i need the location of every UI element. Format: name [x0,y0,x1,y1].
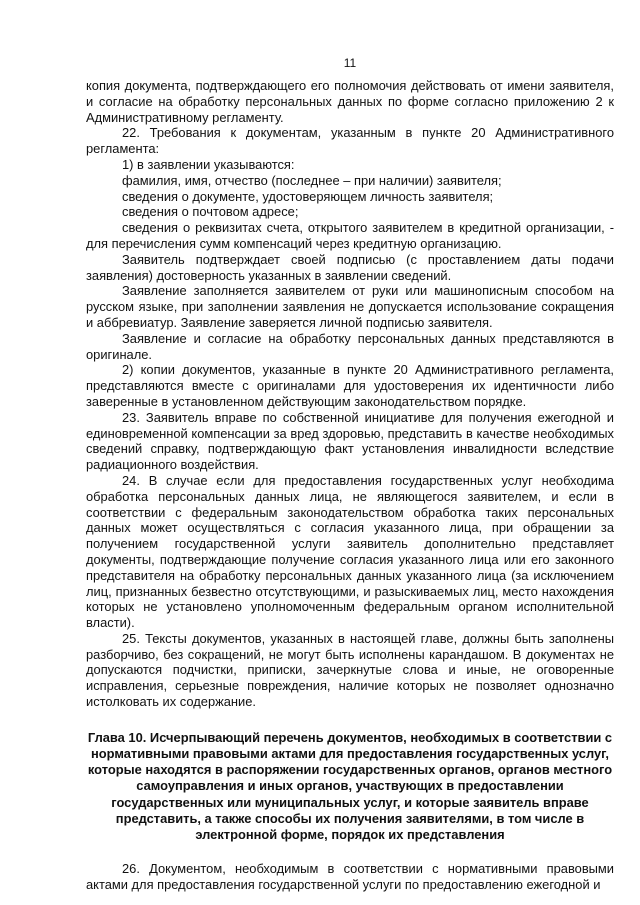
paragraph: Заявитель подтверждает своей подписью (с проставлением даты подачи заявления) достоверность указанных в заявлении сведений. [86,251,614,283]
chapter-heading: Глава 10. Исчерпывающий перечень документов, необходимых в соответствии с нормативными правовыми актами для предоставления государственных услуг, которые находятся в распоряжении государственных органов, органов местного самоуправления и иных органов, участвующих в предоставлении государственных или муниципальных услуг, и которые заявитель вправе представить, а также способы их получения заявителями, в том числе в электронной форме, порядок их представления [87,729,613,843]
page-number: 11 [343,56,357,70]
paragraph: Заявление заполняется заявителем от руки или машинописным способом на русском языке, при заполнении заявления не допускается использование сокращения и аббревиатур. Заявление заверяется личной подписью заявителя. [86,283,614,330]
paragraph: 26. Документом, необходимым в соответствии с нормативными правовыми актами для предоставления государственной услуги по предоставлению ежегодной и [86,861,614,893]
paragraph: 23. Заявитель вправе по собственной инициативе для получения ежегодной и единовременной компенсации за вред здоровью, представить в качестве необходимых сведений справку, подтверждающую факт установления инвалидности вследствие радиационного воздействия. [86,409,614,473]
paragraph: 2) копии документов, указанные в пункте 20 Административного регламента, представляются вместе с оригиналами для удостоверения их идентичности либо заверенные в установленном действующим законодательством порядке. [86,362,614,409]
paragraph: 22. Требования к документам, указанным в пункте 20 Административного регламента: [86,125,614,157]
paragraph: Заявление и согласие на обработку персональных данных представляются в оригинале. [86,330,614,362]
paragraph: сведения о документе, удостоверяющем личность заявителя; [122,188,494,204]
paragraph: копия документа, подтверждающего его полномочия действовать от имени заявителя, и согласие на обработку персональных данных по форме согласно приложению 2 к Административному регламенту. [86,78,614,125]
paragraph: сведения о реквизитах счета, открытого заявителем в кредитной организации, - для перечисления сумм компенсаций через кредитную организацию. [86,220,614,251]
text-block-after-heading [86,861,614,893]
paragraph: сведения о почтовом адресе; [122,204,299,220]
paragraph: 1) в заявлении указываются: [122,156,295,172]
paragraph: 25. Тексты документов, указанных в настоящей главе, должны быть заполнены разборчиво, без сокращений, не могут быть исполнены карандашом. В документах не допускаются подчистки, приписки, зачеркнутые слова и иные, не оговоренные исправления, серьезные повреждения, наличие которых не позволяет однозначно истолковать их содержание. [86,630,614,710]
document-page [86,56,614,893]
paragraph: 24. В случае если для предоставления государственных услуг необходима обработка персональных данных лица, не являющегося заявителем, и если в соответствии с федеральным законодательством обработка таких персональных данных может осуществляться с согласия указанного лица, при обращении за получением государственной услуги заявитель дополнительно представляет документы, подтверждающие получение согласия указанного лица или его законного представителя на обработку персональных данных указанного лица (за исключением лиц, признанных безвестно отсутствующими, и разыскиваемых лиц, место нахождения которых не установлено уполномоченным федеральным органом исполнительной власти). [86,472,614,631]
text-block-before-heading [86,78,614,710]
paragraph: фамилия, имя, отчество (последнее – при наличии) заявителя; [122,172,502,188]
